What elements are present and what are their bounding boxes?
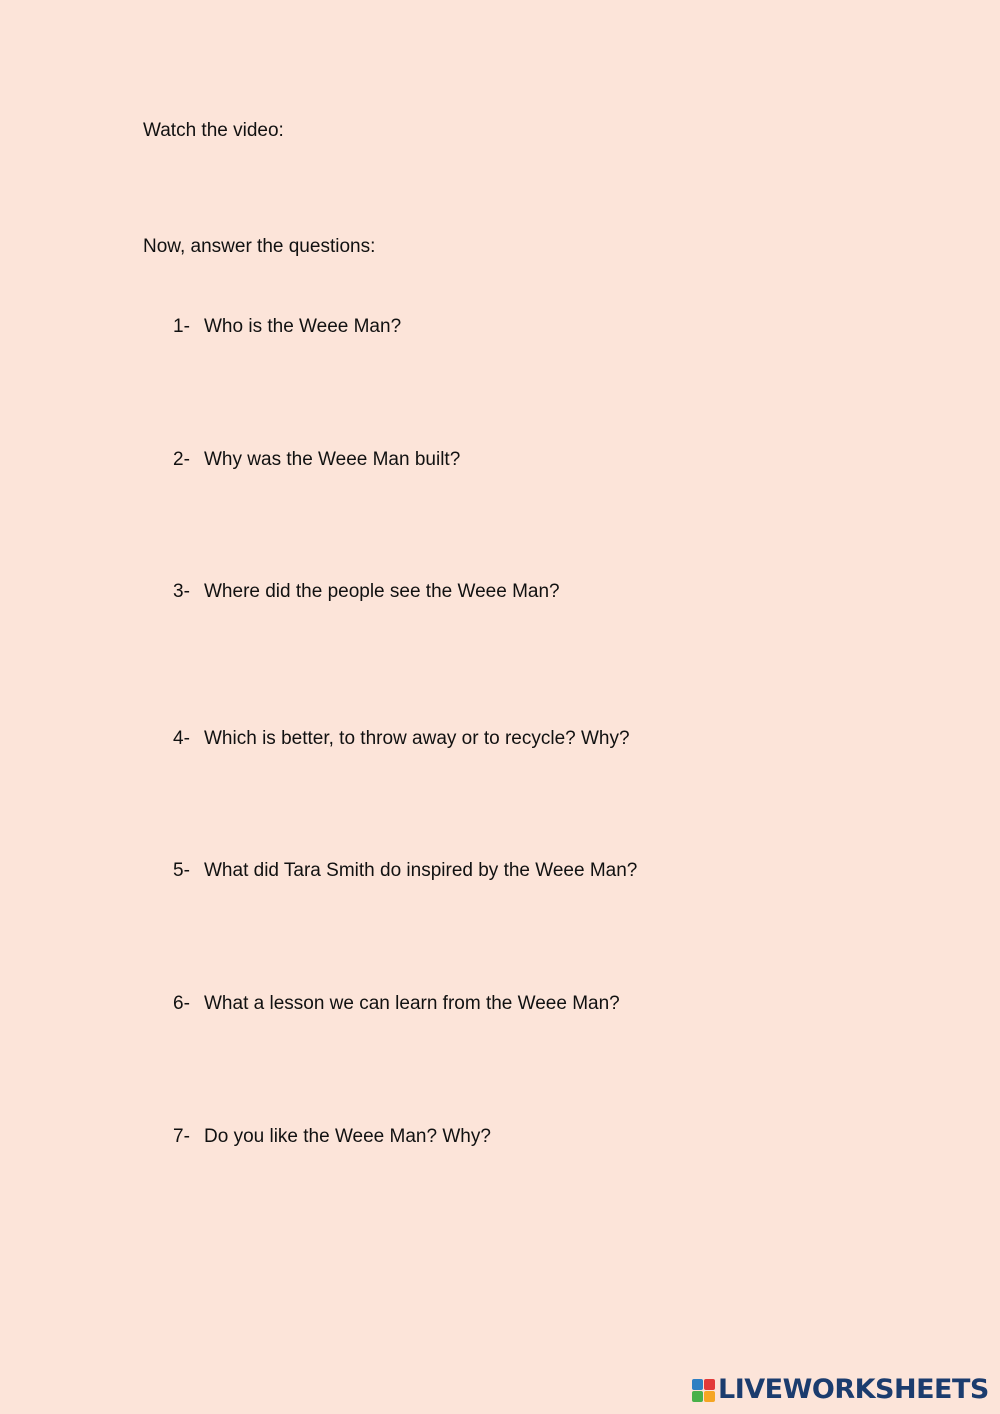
question-number: 7-	[173, 1126, 190, 1147]
question-text: Which is better, to throw away or to recycle? Why?	[204, 728, 630, 749]
question-text: Do you like the Weee Man? Why?	[204, 1126, 491, 1147]
watch-video-instruction: Watch the video:	[143, 120, 284, 141]
answer-questions-instruction: Now, answer the questions:	[143, 236, 376, 257]
logo-square	[692, 1391, 703, 1402]
logo-square	[704, 1391, 715, 1402]
question-text: Why was the Weee Man built?	[204, 449, 461, 470]
logo-square	[704, 1379, 715, 1390]
question-number: 4-	[173, 728, 190, 749]
question-text: What a lesson we can learn from the Weee Man?	[204, 993, 620, 1014]
question-text: Where did the people see the Weee Man?	[204, 581, 560, 602]
question-number: 5-	[173, 860, 190, 881]
logo-square	[692, 1379, 703, 1390]
liveworksheets-logo[interactable]	[692, 1376, 989, 1404]
question-number: 1-	[173, 316, 190, 337]
question-number: 6-	[173, 993, 190, 1014]
question-text: Who is the Weee Man?	[204, 316, 402, 337]
question-text: What did Tara Smith do inspired by the Weee Man?	[204, 860, 638, 881]
question-number: 3-	[173, 581, 190, 602]
question-number: 2-	[173, 449, 190, 470]
logo-squares-icon	[692, 1379, 715, 1402]
logo-wordmark: LIVEWORKSHEETS	[718, 1374, 989, 1405]
